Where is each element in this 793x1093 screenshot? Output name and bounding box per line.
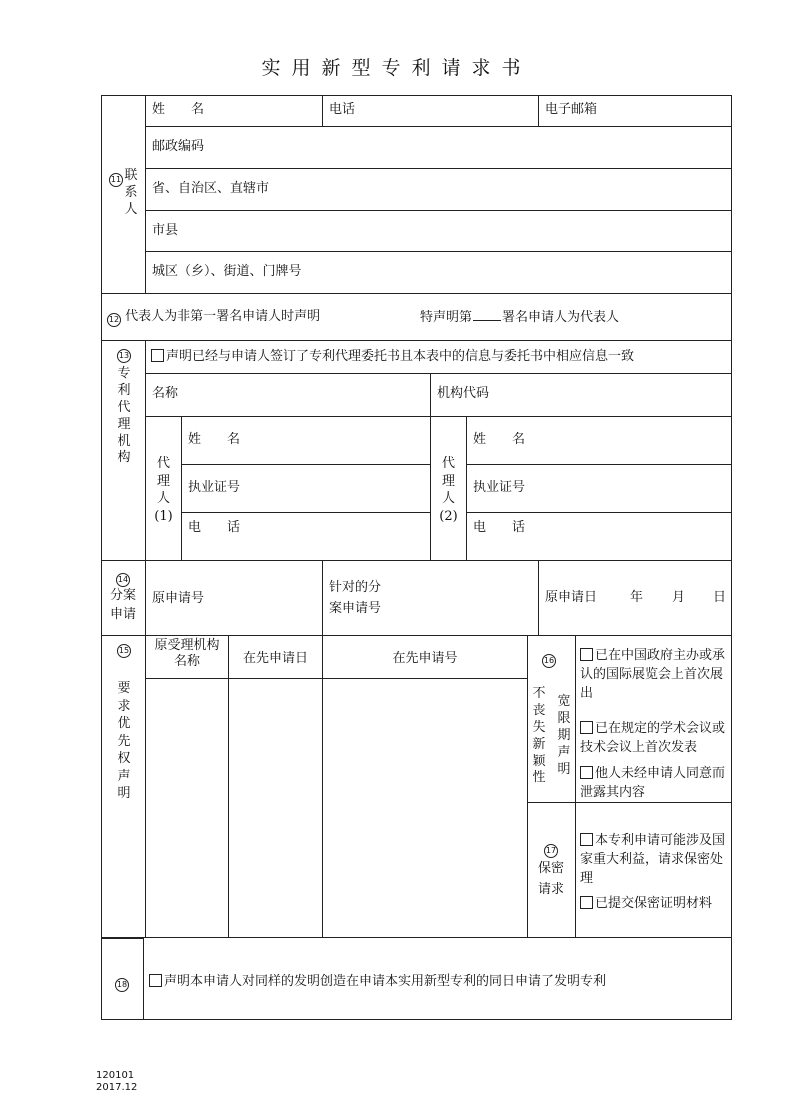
secret-opt2-text: 已提交保密证明材料 [595,896,713,911]
contact-name-label: 姓 名 [152,102,205,117]
contact-postcode-label: 邮政编码 [152,139,205,154]
secret-opt2-checkbox[interactable] [580,896,593,909]
agent2-label-block [432,455,465,525]
division-year: 年 [630,590,644,605]
grace-opt2-checkbox[interactable] [580,721,593,734]
agency-name-label: 名称 [152,386,179,401]
secret-section-label [528,838,574,900]
division-target-label-2: 案申请号 [329,601,382,616]
grace-opt3-checkbox[interactable] [580,766,593,779]
priority-section-label [104,639,144,803]
secret-option-1 [580,832,730,889]
num-15: 15 [117,644,131,658]
priority-col1-a: 原受理机构 [154,638,220,653]
contact-label: 联系人 [124,168,138,217]
contact-phone-label: 电话 [329,102,356,117]
sameday-checkbox[interactable] [149,974,162,987]
rep-number-blank[interactable] [473,310,501,321]
division-target-label-1: 针对的分 [329,580,382,595]
contact-city-label: 市县 [152,223,179,238]
contact-street-label: 城区（乡）、街道、门牌号 [152,264,302,279]
rep-statement-row [107,310,320,327]
division-section-label [102,568,144,625]
agent2-name-label: 姓 名 [473,432,526,447]
agent1-label-block [147,455,180,525]
grace-opt1-text: 已在中国政府主办或承认的国际展览会上首次展出 [580,648,726,701]
secret-opt1-checkbox[interactable] [580,833,593,846]
division-orig-date-label: 原申请日 [545,590,598,605]
agency-declaration [151,349,634,365]
grace-option-2 [580,720,730,758]
num-14: 14 [116,573,130,587]
num-13: 13 [117,349,131,363]
num-12: 12 [107,313,121,327]
agent1-label: 代理人 [156,456,170,507]
agent2-license-label: 执业证号 [473,480,526,495]
num-18: 18 [115,978,129,992]
grace-opt2-text: 已在规定的学术会议或技术会议上首次发表 [580,721,726,755]
grace-label-b [556,694,572,778]
agent1-index: (1) [154,508,173,524]
agent1-name-label: 姓 名 [188,432,241,447]
secret-label-2: 请求 [537,881,564,897]
num-17: 17 [544,844,558,858]
form-date: 2017.12 [96,1082,138,1093]
agency-code-label: 机构代码 [437,386,490,401]
priority-col1-header [146,638,228,671]
num-16-wrap [542,650,556,668]
rep-label: 代表人为非第一署名申请人时声明 [125,309,321,324]
priority-col1-b: 名称 [173,654,200,670]
grace-option-1 [580,647,730,704]
rep-stmt-post: 署名申请人为代表人 [502,310,620,325]
agency-label: 专利代理机构 [117,366,131,466]
priority-col2-header: 在先申请日 [242,651,308,666]
sameday-text: 声明本申请人对同样的发明创造在申请本实用新型专利的同日申请了发明专利 [164,974,607,989]
division-label-1: 分案 [109,588,136,603]
grace-label-a-text: 不丧失新颖性 [532,686,546,786]
agent2-label: 代理人 [441,456,455,507]
contact-email-label: 电子邮箱 [545,102,598,117]
page-title: 实用新型专利请求书 [261,57,532,79]
priority-label: 要求优先权声明 [117,681,131,802]
division-month: 月 [672,590,686,605]
grace-label-b-text: 宽限期声明 [557,694,571,777]
agency-declare-text: 声明已经与申请人签订了专利代理委托书且本表中的信息与委托书中相应信息一致 [166,349,635,364]
sameday-statement [149,974,606,990]
form-code: 120101 [96,1070,135,1081]
rep-declaration [420,310,619,326]
division-label-2: 申请 [109,606,136,622]
grace-opt1-checkbox[interactable] [580,648,593,661]
secret-option-2 [580,895,730,914]
grace-label-a [531,686,547,787]
num-11: 11 [109,173,123,187]
contact-section-label [104,168,144,219]
secret-opt1-text: 本专利申请可能涉及国家重大利益，请求保密处理 [580,833,726,886]
contact-province-label: 省、自治区、直辖市 [152,181,270,196]
agent2-index: (2) [439,508,458,524]
agent1-phone-label: 电 话 [188,520,241,535]
agency-section-label [104,344,144,467]
agent1-license-label: 执业证号 [188,480,241,495]
grace-opt3-text: 他人未经申请人同意而泄露其内容 [580,766,726,800]
division-day: 日 [713,590,727,605]
num-18-wrap [115,974,129,992]
division-orig-no-label: 原申请号 [152,591,205,606]
agency-declare-checkbox[interactable] [151,349,164,362]
agent2-phone-label: 电 话 [473,520,526,535]
grace-option-3 [580,765,730,803]
secret-label-1: 保密 [537,860,564,876]
rep-stmt-pre: 特声明第 [420,310,473,325]
priority-col3-header: 在先申请号 [392,651,458,666]
num-16: 16 [542,654,556,668]
